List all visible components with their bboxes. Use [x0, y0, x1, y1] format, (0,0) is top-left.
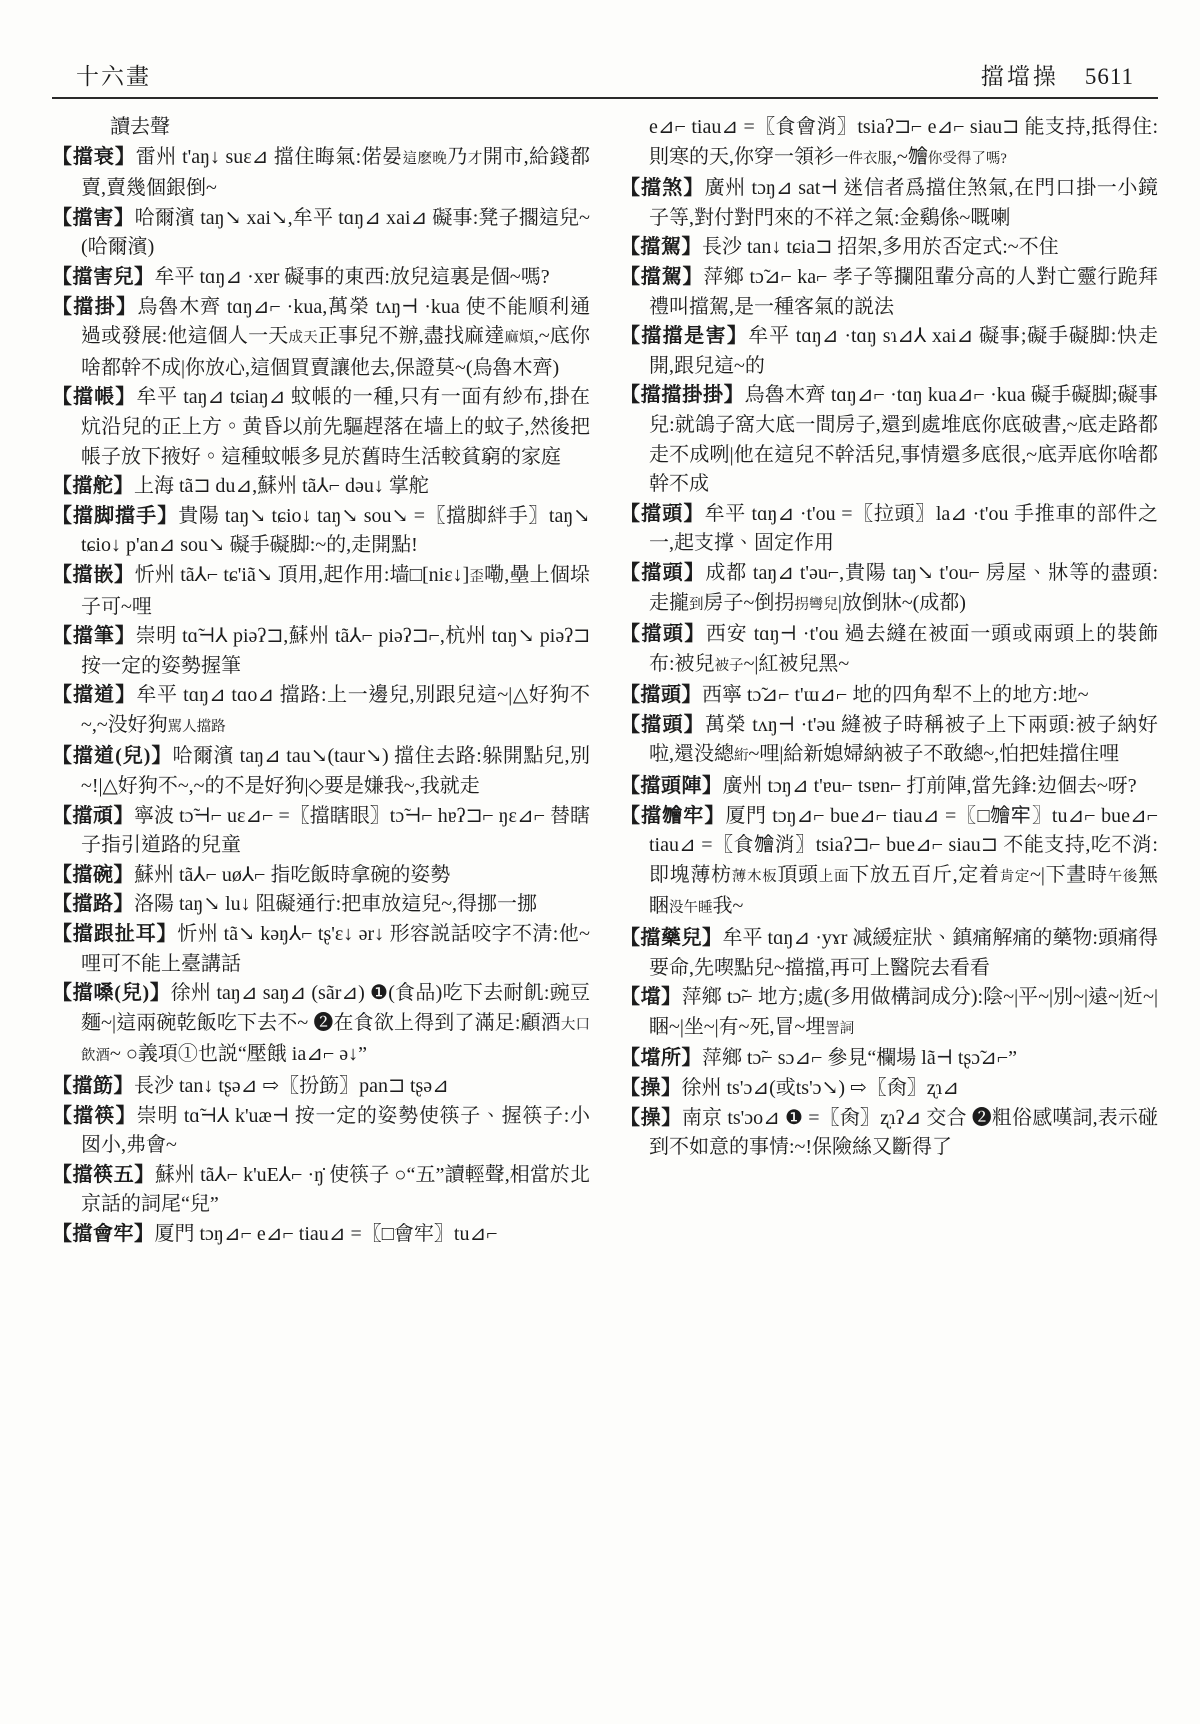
dictionary-entry [52, 681, 590, 742]
entry-body: 雷州 t'aŋ↓ suɛ⊿ 擋住晦氣:偌晏這麽晚乃才開市,給錢都賣,賣幾個銀倒~ [81, 145, 591, 200]
header-rule [52, 97, 1158, 99]
inline-gloss: 絎 [734, 748, 749, 765]
inline-gloss: 被子 [714, 657, 744, 674]
entry-headword: 【擋害】 [52, 206, 135, 229]
entry-body: 崇明 tɑ̃⊣⅄ k'uæ⊣ 按一定的姿勢使筷子、握筷子:小囡小,弗會~ [81, 1104, 590, 1157]
inline-gloss: 薄木板 [731, 868, 778, 885]
entry-body: 厦門 tɔŋ⊿⌐ e⊿⌐ tiau⊿ =〖□會牢〗tu⊿⌐ [154, 1222, 498, 1245]
entry-headword: 【擋筯】 [52, 1075, 134, 1097]
entry-headword: 【擋煞】 [620, 177, 705, 200]
entry-headword: 【擋筆】 [52, 625, 136, 648]
entry-headword: 【擋頭】 [620, 623, 706, 646]
entry-headword: 【擋筷五】 [52, 1163, 155, 1186]
dictionary-entry [620, 681, 1158, 711]
inline-gloss: 没午睡 [669, 900, 713, 917]
headword-range-and-page [981, 58, 1134, 91]
dictionary-entry [52, 263, 590, 293]
entry-body: 萍鄉 tɔ̃⌐ 地方;處(多用做構詞成分):陰~|平~|別~|遠~|近~|睏~|坐~|有~死,冒~埋詈詞 [649, 986, 1158, 1038]
inline-gloss: 你受得了嗎? [927, 150, 1007, 167]
entry-body: 忻州 tã⅄⌐ tɕ'iã↘ 頂用,起作用:墙□[niɛ↓]歪嘞,壘上個垛子可~哩 [81, 563, 591, 618]
entry-body: 崇明 tɑ̃⊣⅄ piəʔ⊐,蘇州 tã⅄⌐ piəʔ⊐⌐,杭州 tɑŋ↘ piəʔ⊐ 按一定的姿勢握筆 [81, 625, 590, 677]
right-column [620, 113, 1158, 1250]
entry-headword: 【擋舵】 [52, 475, 134, 498]
entry-headword: 【擋碗】 [52, 863, 134, 886]
dictionary-entry [52, 1161, 590, 1220]
entry-headword: 【擋衰】 [52, 145, 136, 168]
entry-body: 西寧 tɔ̃⊿⌐ t'ɯ⊿⌐ 地的四角犁不上的地方:地~ [702, 684, 1089, 707]
entry-headword: 【擋頭陣】 [620, 775, 723, 798]
inline-gloss: 到 [689, 596, 704, 613]
dictionary-entry [52, 143, 590, 204]
entry-headword: 【擋頭】 [620, 713, 706, 736]
inline-gloss: 拐彎兒 [794, 596, 838, 613]
headword-range: 擋壋操 [980, 64, 1059, 89]
dictionary-entry [52, 204, 590, 263]
inline-gloss: 上面 [818, 868, 850, 885]
entry-headword: 【操】 [620, 1106, 682, 1129]
dictionary-entry [620, 1104, 1158, 1163]
entry-headword: 【壋所】 [620, 1047, 702, 1070]
dictionary-entry [620, 983, 1158, 1044]
entry-body: 蘇州 tã⅄⌐ k'uE⅄⌐ ·ŋ̇ 使筷子 ○“五”讀輕聲,相當於北京話的詞尾“兒” [81, 1163, 590, 1216]
dictionary-entry [52, 622, 590, 681]
entry-body: 上海 tã⊐ du⊿,蘇州 tã⅄⌐ dəu↓ 掌舵 [134, 475, 429, 498]
entry-body: 烏魯木齊 tɑŋ⊿⌐ ·kua,萬榮 tʌŋ⊣ ·kua 使不能順利通過或發展:他這個人一天成天正事兒不辦,盡找麻達麻煩,~底你啥都幹不成|你放心,這個買賣讓他去,保證莫~(烏魯木齊) [81, 295, 591, 379]
dictionary-entry [52, 920, 590, 979]
page-number: 5611 [1084, 64, 1134, 89]
entry-body: 萍鄉 tɔ̃⌐ sɔ⊿⌐ 參見“欄場 lã⊣ tʂɔ̃⊿⌐” [702, 1047, 1018, 1070]
entry-headword: 【擋駕】 [620, 236, 702, 259]
left-column [52, 113, 590, 1250]
dictionary-entry [52, 472, 590, 502]
inline-gloss: 才 [467, 150, 483, 167]
entry-headword: 【擋會牢】 [52, 1222, 155, 1245]
dictionary-entry [620, 924, 1158, 983]
inline-gloss: 大口飲酒 [81, 1016, 591, 1065]
entry-headword: 【擋𣍐牢】 [620, 804, 726, 827]
entry-body: 忻州 tã↘ kəŋ⅄⌐ tʂ'ɛ↓ ər↓ 形容説話咬字不清:他~哩可不能上臺講話 [81, 923, 590, 975]
entry-headword: 【操】 [620, 1077, 682, 1099]
dictionary-entry [620, 174, 1158, 233]
dictionary-entry [52, 979, 590, 1072]
entry-body: 牟平 taŋ⊿ tɕiaŋ⊿ 蚊帳的一種,只有一面有紗布,掛在炕沿兒的正上方。黄昏以前先驅趕落在墙上的蚊子,然後把帳子放下掖好。這種蚊帳多見於舊時生活較貧窮的家庭 [81, 386, 590, 468]
inline-gloss: 麻煩 [504, 330, 534, 347]
inline-gloss: 詈詞 [825, 1020, 855, 1037]
dictionary-entry [620, 1074, 1158, 1104]
dictionary-entry [52, 561, 590, 622]
dictionary-entry [620, 802, 1158, 924]
inline-gloss: 這麽晚 [402, 150, 448, 167]
entry-headword: 【擋駕】 [620, 265, 704, 288]
dictionary-entry [620, 322, 1158, 381]
entry-body: 牟平 tɑŋ⊿ ·xɐr 礙事的東西:放兒這裏是個~嗎? [154, 265, 550, 288]
entry-body: 廣州 tɔŋ⊿ sat⊣ 迷信者爲擋住煞氣,在門口掛一小鏡子等,對付對門來的不祥之氣:金鷄係~嘅喇 [649, 177, 1159, 229]
entry-headword: 【擋筷】 [52, 1104, 137, 1127]
inline-gloss: 成天 [288, 330, 318, 347]
entry-body: 徐州 ts'ɔ⊿(或ts'ɔ↘) ⇨〖肏〗ʐɿ⊿ [681, 1077, 960, 1099]
dictionary-entry [620, 381, 1158, 499]
dictionary-entry [620, 263, 1158, 322]
entry-body: 厦門 tɔŋ⊿⌐ bue⊿⌐ tiau⊿ =〖□𣍐牢〗tu⊿⌐ bue⊿⌐ tiau⊿ =〖食𣍐消〗tsiaʔ⊐⌐ bue⊿⌐ siau⊐ 不能支持,吃不消:即塊薄枋薄木板頂頭上面下放五百斤,定着肯定~|下晝時午後無睏没午睡我~ [649, 804, 1159, 918]
inline-gloss: 肯定 [999, 868, 1031, 885]
entry-body: 牟平 tɑŋ⊿ tɑo⊿ 擋路:上一邊兒,別跟兒這~|△好狗不~,~没好狗駡人擋路 [81, 684, 591, 736]
entry-headword: 【擋頭】 [620, 684, 702, 707]
entry-body: 成都 taŋ⊿ t'əu⌐,貴陽 taŋ↘ t'ou⌐ 房屋、牀等的盡頭:走攏到房子~倒拐拐彎兒|放倒牀~(成都) [649, 561, 1159, 614]
tone-section-label: 讀去聲 [110, 116, 170, 138]
entry-body: 西安 tɑŋ⊣ ·t'ou 過去縫在被面一頭或兩頭上的裝飾布:被兒被子~|紅被兒黑~ [649, 623, 1158, 675]
stroke-section-label: 十六畫 [76, 64, 151, 89]
entry-body: 牟平 tɑŋ⊿ ·yɤr 减緩症狀、鎮痛解痛的藥物:頭痛得要命,先喫點兒~擋擋,再可上醫院去看看 [649, 927, 1158, 979]
entry-body: 萍鄉 tɔ̃⊿⌐ ka⌐ 孝子等攔阻輩分高的人對亡靈行跪拜禮叫擋駕,是一種客氣的説法 [649, 265, 1158, 318]
dictionary-entry [620, 1044, 1158, 1074]
dictionary-entry [620, 711, 1158, 772]
entry-headword: 【擋藥兒】 [620, 927, 723, 950]
dictionary-entry [52, 802, 590, 861]
inline-gloss: 駡人擋路 [167, 718, 226, 735]
entry-body: 烏魯木齊 tɑŋ⊿⌐ ·tɑŋ kua⊿⌐ ·kua 礙手礙脚;礙事兒:就鴿子窩大底一間房子,還到處堆底你底破書,~底走路都走不成咧|他在這兒不幹活兒,事情還多底很,~底弄底你啥都幹不成 [649, 384, 1158, 496]
entry-headword: 【擋頭】 [620, 561, 706, 584]
dictionary-entry [52, 502, 590, 561]
dictionary-entry [620, 772, 1158, 802]
entry-body: e⊿⌐ tiau⊿ =〖食會消〗tsiaʔ⊐⌐ e⊿⌐ siau⊐ 能支持,抵得住:則寒的天,你穿一領衫一件衣服,~𣍐你受得了嗎? [649, 116, 1158, 168]
entry-body: 牟平 tɑŋ⊿ ·tɑŋ sɿ⊿⅄ xai⊿ 礙事;礙手礙脚:快走開,跟兒這~的 [649, 325, 1159, 377]
inline-gloss: 午後 [1107, 868, 1139, 885]
dictionary-entry [620, 559, 1158, 620]
two-column-text [52, 113, 1158, 1250]
dictionary-entry [620, 620, 1158, 681]
entry-body: 牟平 tɑŋ⊿ ·t'ou =〖拉頭〗la⊿ ·t'ou 手推車的部件之一,起支撑、固定作用 [649, 502, 1159, 555]
dictionary-entry [52, 383, 590, 472]
running-head [52, 58, 1158, 97]
entry-body: 哈爾濱 taŋ⊿ tau↘(taur↘) 擋住去路:躲開點兒,別~!|△好狗不~,~的不是好狗|◇要是嫌我~,我就走 [81, 745, 590, 798]
entry-body: 蘇州 tã⅄⌐ uø⅄⌐ 指吃飯時拿碗的姿勢 [134, 863, 451, 886]
entry-headword: 【擋嵌】 [52, 563, 135, 586]
entry-body: 哈爾濱 taŋ↘ xai↘,牟平 tɑŋ⊿ xai⊿ 礙事:凳子擱這兒~(哈爾濱) [81, 206, 590, 259]
dictionary-entry [52, 742, 590, 801]
entry-headword: 【擋跟扯耳】 [52, 923, 178, 946]
dictionary-entry [52, 1220, 590, 1250]
entry-body: 廣州 tɔŋ⊿ t'ɐu⌐ tsɐn⌐ 打前陣,當先鋒:边個去~呀? [722, 775, 1137, 798]
dictionary-entry [52, 293, 590, 384]
entry-headword: 【擋擋掛掛】 [620, 384, 745, 407]
entry-body: 長沙 tan↓ tɕia⊐ 招架,多用於否定式:~不住 [702, 236, 1059, 259]
entry-headword: 【擋害兒】 [52, 265, 155, 288]
entry-body: 寧波 tɔ̃⊣⌐ uɛ⊿⌐ =〖擋瞎眼〗tɔ̃⊣⌐ hɐʔ⊐⌐ ŋɛ⊿⌐ 替瞎子指引道路的兒童 [81, 804, 591, 857]
entry-headword: 【擋帳】 [52, 386, 137, 409]
dictionary-entry [620, 500, 1158, 559]
dictionary-entry [620, 113, 1158, 174]
entry-body: 徐州 taŋ⊿ saŋ⊿ (sãr⊿) ❶(食品)吃下去耐飢:豌豆麵~|這兩碗乾飯吃下去不~ ❷在食欲上得到了滿足:顧酒大口飲酒~ ○義項①也説“壓餓 ia⊿⌐ ə↓” [81, 982, 591, 1066]
entry-body: 南京 ts'ɔo⊿ ❶ =〖肏〗ʐɿʔ⊿ 交合 ❷粗俗感嘆詞,表示碰到不如意的事情:~!保險絲又斷得了 [649, 1106, 1159, 1159]
entry-headword: 【擋脚擋手】 [52, 504, 179, 527]
entry-headword: 【壋】 [620, 986, 682, 1009]
entry-headword: 【擋擋是害】 [620, 325, 749, 348]
dictionary-entry [52, 861, 590, 891]
dictionary-entry [52, 1072, 590, 1102]
dictionary-entry [52, 1102, 590, 1161]
entry-body: 長沙 tan↓ tʂə⊿ ⇨〖扮筯〗pan⊐ tʂə⊿ [134, 1075, 449, 1097]
entry-headword: 【擋掛】 [52, 295, 138, 318]
dictionary-entry [52, 890, 590, 920]
entry-headword: 【擋頑】 [52, 804, 135, 827]
inline-gloss: 一件衣服 [834, 150, 892, 167]
inline-gloss: 歪 [469, 568, 485, 585]
entry-headword: 【擋頭】 [620, 502, 705, 525]
dictionary-entry [620, 233, 1158, 263]
entry-body: 洛陽 taŋ↘ lu↓ 阻礙通行:把車放這兒~,得挪一挪 [134, 893, 538, 916]
entry-headword: 【擋道】 [52, 684, 137, 707]
entry-headword: 【擋路】 [52, 893, 134, 916]
entry-body: 萬榮 tʌŋ⊣ ·t'əu 縫被子時稱被子上下兩頭:被子納好啦,還没總絎~哩|給新媳婦納被子不敢總~,怕把娃擋住哩 [649, 713, 1158, 766]
entry-headword: 【擋道(兒)】 [52, 745, 173, 768]
entry-headword: 【擋嗓(兒)】 [52, 982, 171, 1005]
entry-body: 貴陽 taŋ↘ tɕio↓ taŋ↘ sou↘ =〖擋脚絆手〗taŋ↘ tɕio↓ p'an⊿ sou↘ 礙手礙脚:~的,走開點! [81, 504, 590, 557]
